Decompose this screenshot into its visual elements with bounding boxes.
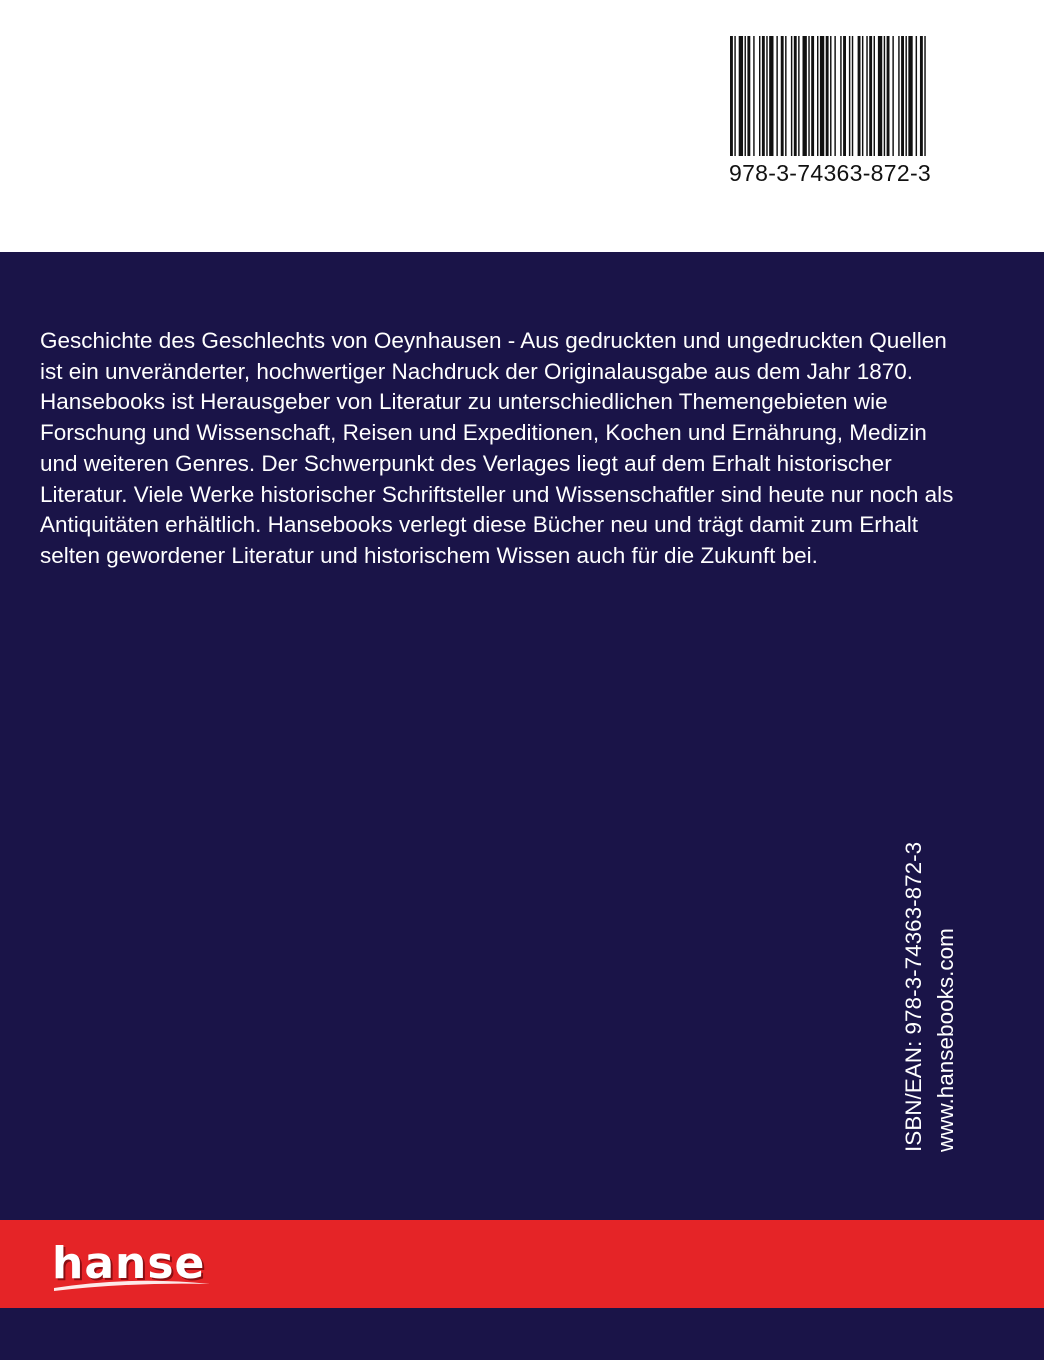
- barcode-bars: [730, 36, 930, 156]
- barcode-bar: [820, 36, 824, 156]
- barcode-bar: [920, 36, 923, 156]
- blurb-text: [40, 326, 960, 572]
- barcode-bar: [781, 36, 784, 156]
- barcode-bar: [898, 36, 899, 156]
- barcode-bar: [887, 36, 890, 156]
- barcode-bar: [759, 36, 760, 156]
- barcode-bar: [739, 36, 743, 156]
- blurb-paragraph-2: Hansebooks ist Herausgeber von Literatur zu unterschiedlichen Themengebieten wie Forschung und Wissenschaft, Reisen und Expeditionen, Kochen und Ernährung, Medizin und weiteren Genres. Der Schwerpunkt des Verlages liegt auf dem Erhalt historischer Literatur. Viele Werke historischer Schriftsteller und Wissenschaftler sind heute nur noch als Antiquitäten erhältlich. Hansebooks verlegt diese Bücher neu und trägt damit zum Erhalt selten gewordener Literatur und historischem Wissen auch für die Zukunft bei.: [40, 389, 954, 568]
- barcode-bar: [852, 36, 853, 156]
- barcode-bar: [791, 36, 792, 156]
- barcode-bar: [866, 36, 867, 156]
- barcode-bar: [747, 36, 750, 156]
- blurb-paragraph-1: Geschichte des Geschlechts von Oeynhausen - Aus gedruckten und ungedruckten Quellen ist ein unveränderter, hochwertiger Nachdruck der Originalausgabe aus dem Jahr 1870.: [40, 328, 947, 384]
- barcode-bar: [843, 36, 846, 156]
- barcode-bar: [803, 36, 807, 156]
- barcode-bar: [892, 36, 893, 156]
- barcode-bar: [794, 36, 797, 156]
- isbn-block: [898, 842, 962, 1152]
- barcode-digits: 978-3-74363-872-3: [728, 160, 932, 186]
- barcode-bar: [862, 36, 863, 156]
- hanse-logo: [52, 1240, 205, 1288]
- barcode-bar: [905, 36, 906, 156]
- barcode-bar: [817, 36, 818, 156]
- barcode-bar: [916, 36, 917, 156]
- barcode-bar: [858, 36, 861, 156]
- logo-swoosh-icon: [52, 1278, 212, 1292]
- barcode-bar: [798, 36, 799, 156]
- barcode-bar: [753, 36, 754, 156]
- barcode-bar: [785, 36, 786, 156]
- barcode-bar: [908, 36, 912, 156]
- barcode-bar: [769, 36, 773, 156]
- website-text: www.hansebooks.com: [933, 928, 958, 1152]
- barcode-bar: [730, 36, 733, 156]
- barcode-area: [0, 0, 1044, 252]
- barcode-bar: [874, 36, 875, 156]
- barcode-bar: [734, 36, 735, 156]
- barcode-bar: [766, 36, 767, 156]
- barcode-bar: [808, 36, 809, 156]
- barcode-bar: [924, 36, 925, 156]
- barcode-bar: [830, 36, 831, 156]
- barcode-bar: [901, 36, 904, 156]
- barcode-bar: [811, 36, 814, 156]
- barcode-bar: [834, 36, 835, 156]
- barcode-bar: [884, 36, 885, 156]
- barcode-bar: [745, 36, 746, 156]
- logo-text: hanse: [52, 1238, 206, 1289]
- barcode-bar: [776, 36, 777, 156]
- barcode-bar: [840, 36, 841, 156]
- barcode-bar: [826, 36, 829, 156]
- barcode-bar: [869, 36, 872, 156]
- isbn-text: ISBN/EAN: 978-3-74363-872-3: [901, 841, 926, 1152]
- barcode-bar: [849, 36, 850, 156]
- barcode-bar: [878, 36, 882, 156]
- barcode: [722, 34, 938, 194]
- bottom-strip: [0, 1308, 1044, 1360]
- barcode-bar: [762, 36, 765, 156]
